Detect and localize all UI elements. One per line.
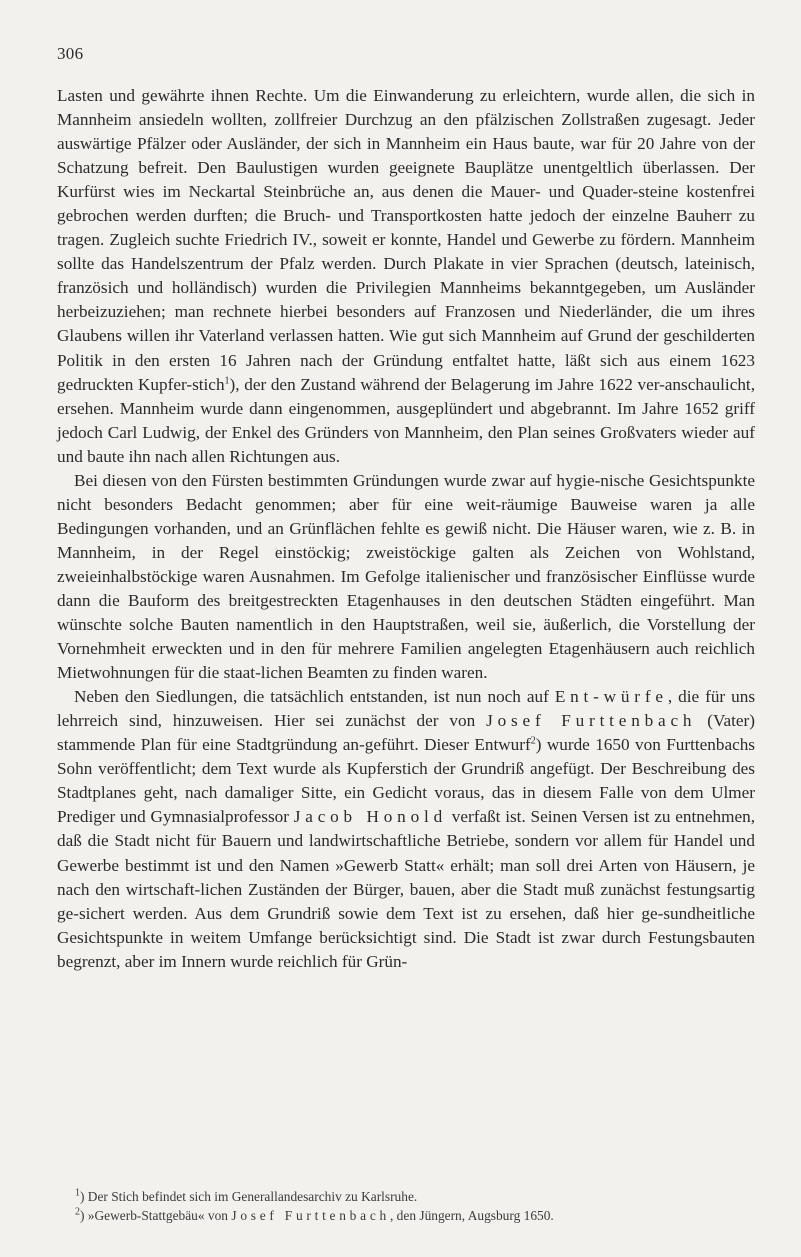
paragraph-3: Neben den Siedlungen, die tatsächlich entstanden, ist nun noch auf Ent-würfe, die für uns lehrreich sind, hinzuweisen. Hier sei zunächst der von Josef Furttenbach (Vater) stammende Plan für eine Stadtgründung an-geführt. Dieser Entwurf$^2$) wurde 1650 von Furttenbachs Sohn veröffentlicht; dem Text wurde als Kupferstich der Grundriß angefügt. Der Beschreibung des Stadtplanes geht, nach damaliger Sitte, ein Gedicht voraus, das in diesem Falle von dem Ulmer Prediger und Gymnasialprofessor Jacob Honold verfaßt ist. Seinen Versen ist zu entnehmen, daß die Stadt nicht für Bauern und landwirtschaftliche Betriebe, sondern vor allem für Handel und Gewerbe bestimmt ist und den Namen »Gewerb Statt« erhält; man soll drei Arten von Häusern, je nach den wirtschaft-lichen Zuständen der Bürger, bauen, aber die Stadt muß zunächst festungsartig ge-sichert werden. Aus dem Grundriß sowie dem Text ist zu ersehen, daß hier ge-sundheitliche Gesichtspunkte in weitem Umfange berücksichtigt sind. Die Stadt ist zwar durch Festungsbauten begrenzt, aber im Innern wurde reichlich für Grün- (57, 687, 756, 971)
footnote-1: $^1$) Der Stich befindet sich im Generallandesarchiv zu Karlsruhe. (75, 1187, 418, 1204)
paragraph-1: Lasten und gewährte ihnen Rechte. Um die Einwanderung zu erleichtern, wurde allen, die sich in Mannheim ansiedeln wollten, zollfreier Durchzug an den pfälzischen Zollstraßen zugesagt. Jeder auswärtige Pfälzer oder Ausländer, der sich in Mannheim ein Haus baute, war für 20 Jahre von der Schatzung befreit. Den Baulustigen wurden geeignete Bauplätze unentgeltlich überlassen. Der Kurfürst wies im Neckartal Steinbrüche an, aus denen die Mauer- und Quader-steine kostenfrei gebrochen werden durften; die Bruch- und Transportkosten hatte jedoch der einzelne Bauherr zu tragen. Zugleich suchte Friedrich IV., soweit er konnte, Handel und Gewerbe zu fördern. Mannheim sollte das Handelszentrum der Pfalz werden. Durch Plakate in vier Sprachen (deutsch, lateinisch, französich und holländisch) wurden die Privilegien Mannheims bekanntgegeben, um Ausländer herbeizuziehen; man rechnete hierbei besonders auf Franzosen und Niederländer, die um ihres Glaubens willen ihr Vaterland verlassen hatten. Wie gut sich Mannheim auf Grund der geschilderten Politik in den ersten 16 Jahren nach der Gründung entfaltet hatte, läßt sich aus einem 1623 gedruckten Kupfer-stich$^1$), der den Zustand während der Belagerung im Jahre 1622 ver-anschaulicht, ersehen. Mannheim wurde dann eingenommen, ausgeplündert und abgebrannt. Im Jahre 1652 griff jedoch Carl Ludwig, der Enkel des Gründers von Mannheim, den Plan seines Großvaters wieder auf und baute ihn nach allen Richtungen aus. (57, 86, 756, 466)
footnote-ref-2: 2 (530, 735, 536, 747)
emphasis-honold: Jacob Honold (293, 807, 448, 827)
body-text (57, 84, 755, 974)
paragraph-2: Bei diesen von den Fürsten bestimmten Gründungen wurde zwar auf hygie-nische Gesichtspunkte nicht besonders Bedacht genommen; aber für eine weit-räumige Bauweise waren ja alle Bedingungen vorhanden, und an Grünflächen fehlte es gewiß nicht. Die Häuser waren, wie z. B. in Mannheim, in der Regel einstöckig; zweistöckige galten als Zeichen von Wohlstand, zweieinhalbstöckige waren Ausnahmen. Im Gefolge italienischer und französischer Einflüsse wurde dann die Bauform des breitgestreckten Etagenhauses in den deutschen Städten eingeführt. Man wünschte solche Bauten namentlich in den Hauptstraßen, weil sie, äußerlich, die Vorstellung der Vornehmheit erweckten und in den für mehrere Familien angelegten Etagenhäusern auch reichlich Mietwohnungen für die staat-lichen Beamten zu finden waren. (57, 470, 755, 683)
footnote-emphasis-furttenbach: Josef Furttenbach (231, 1208, 390, 1223)
footnote-ref-1: 1 (224, 374, 230, 386)
emphasis-furttenbach: Josef Furttenbach (486, 711, 697, 731)
footnotes (57, 1187, 755, 1225)
footnote-2: $^2$) »Gewerb-Stattgebäu« von Josef Furttenbach, den Jüngern, Augsburg 1650. (75, 1206, 554, 1223)
page-number: 306 (57, 44, 84, 63)
emphasis-entwuerfe: Ent-würfe (554, 687, 668, 707)
